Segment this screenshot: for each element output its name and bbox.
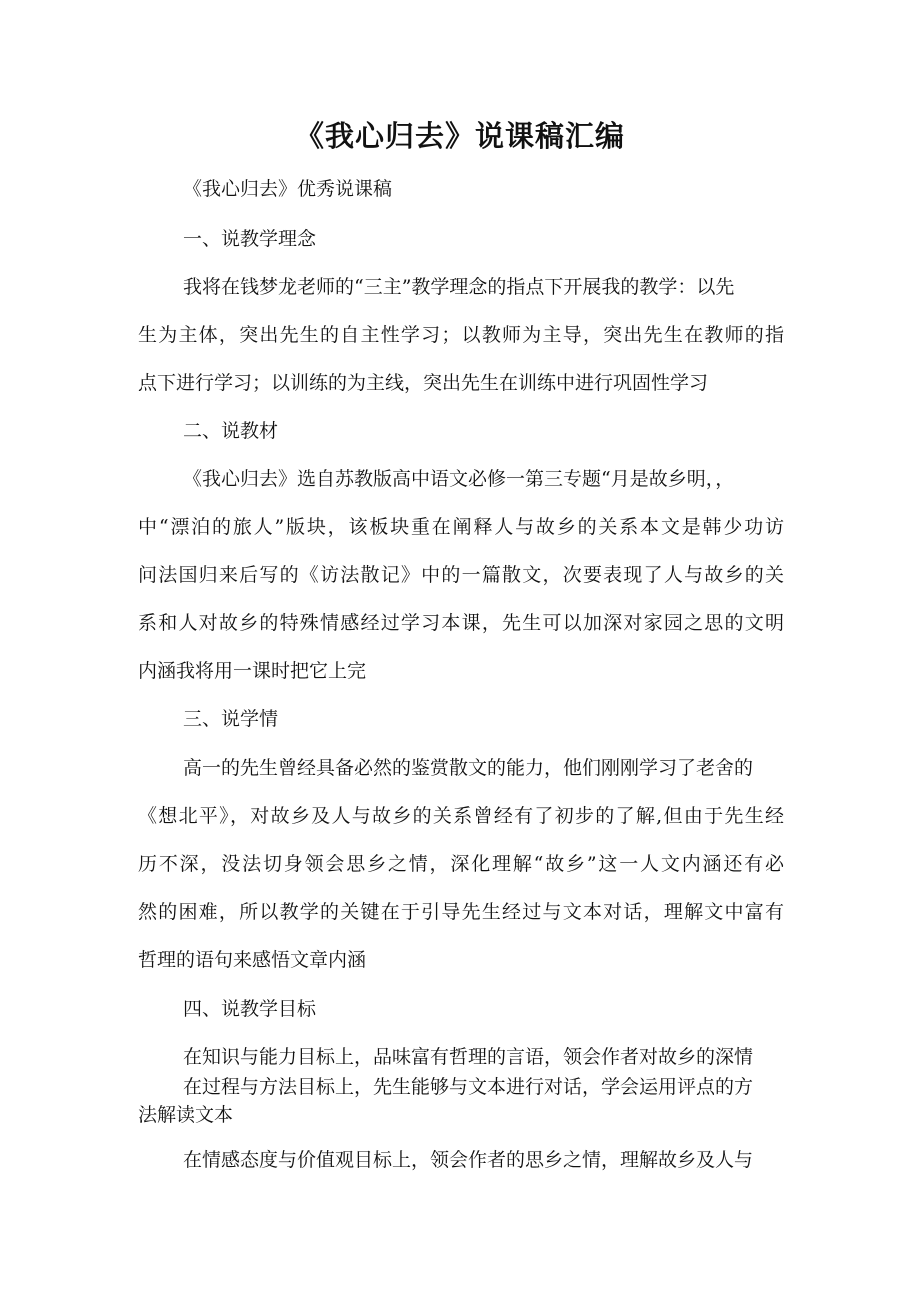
paragraph-line: 问法国归来后写的《访法散记》中的一篇散文，次要表现了人与故乡的关 (138, 564, 784, 586)
paragraph-line: 中“漂泊的旅人”版块，该板块重在阐释人与故乡的关系本文是韩少功访 (138, 516, 784, 538)
paragraph-line: 内涵我将用一课时把它上完 (138, 660, 367, 682)
paragraph-line: 我将在钱梦龙老师的“三主”教学理念的指点下开展我的教学：以先 (183, 276, 735, 298)
paragraph-line: 在过程与方法目标上，先生能够与文本进行对话，学会运用评点的方 (183, 1076, 754, 1098)
paragraph-line: 《想北平》，对故乡及人与故乡的关系曾经有了初步的了解,但由于先生经 (138, 805, 784, 827)
paragraph-line: 在情感态度与价值观目标上，领会作者的思乡之情，理解故乡及人与 (183, 1149, 754, 1171)
section-heading: 一、说教学理念 (183, 228, 317, 250)
paragraph-line: 在知识与能力目标上，品味富有哲理的言语，领会作者对故乡的深情 (183, 1046, 754, 1068)
paragraph-line: 点下进行学习；以训练的为主线，突出先生在训练中进行巩固性学习 (138, 372, 709, 394)
paragraph-line: 然的困难，所以教学的关键在于引导先生经过与文本对话，理解文中富有 (138, 901, 784, 923)
section-heading: 四、说教学目标 (183, 998, 317, 1020)
paragraph-line: 哲理的语句来感悟文章内涵 (138, 949, 367, 971)
document-subtitle: 《我心归去》优秀说课稿 (183, 178, 393, 200)
paragraph-line: 《我心归去》选自苏教版高中语文必修一第三专题“月是故乡明，， (183, 468, 735, 490)
paragraph-line: 生为主体，突出先生的自主性学习；以教师为主导，突出先生在教师的指 (138, 324, 784, 346)
paragraph-line: 法解读文本 (138, 1104, 234, 1126)
section-heading: 二、说教材 (183, 420, 279, 442)
paragraph-line: 系和人对故乡的特殊情感经过学习本课，先生可以加深对家园之思的文明 (138, 612, 784, 634)
document-title: 《我心归去》说课稿汇编 (294, 119, 625, 153)
section-heading: 三、说学情 (183, 708, 279, 730)
paragraph-line: 高一的先生曾经具备必然的鉴赏散文的能力，他们刚刚学习了老舍的 (183, 757, 754, 779)
paragraph-line: 历不深，没法切身领会思乡之情，深化理解“故乡”这一人文内涵还有必 (138, 853, 784, 875)
